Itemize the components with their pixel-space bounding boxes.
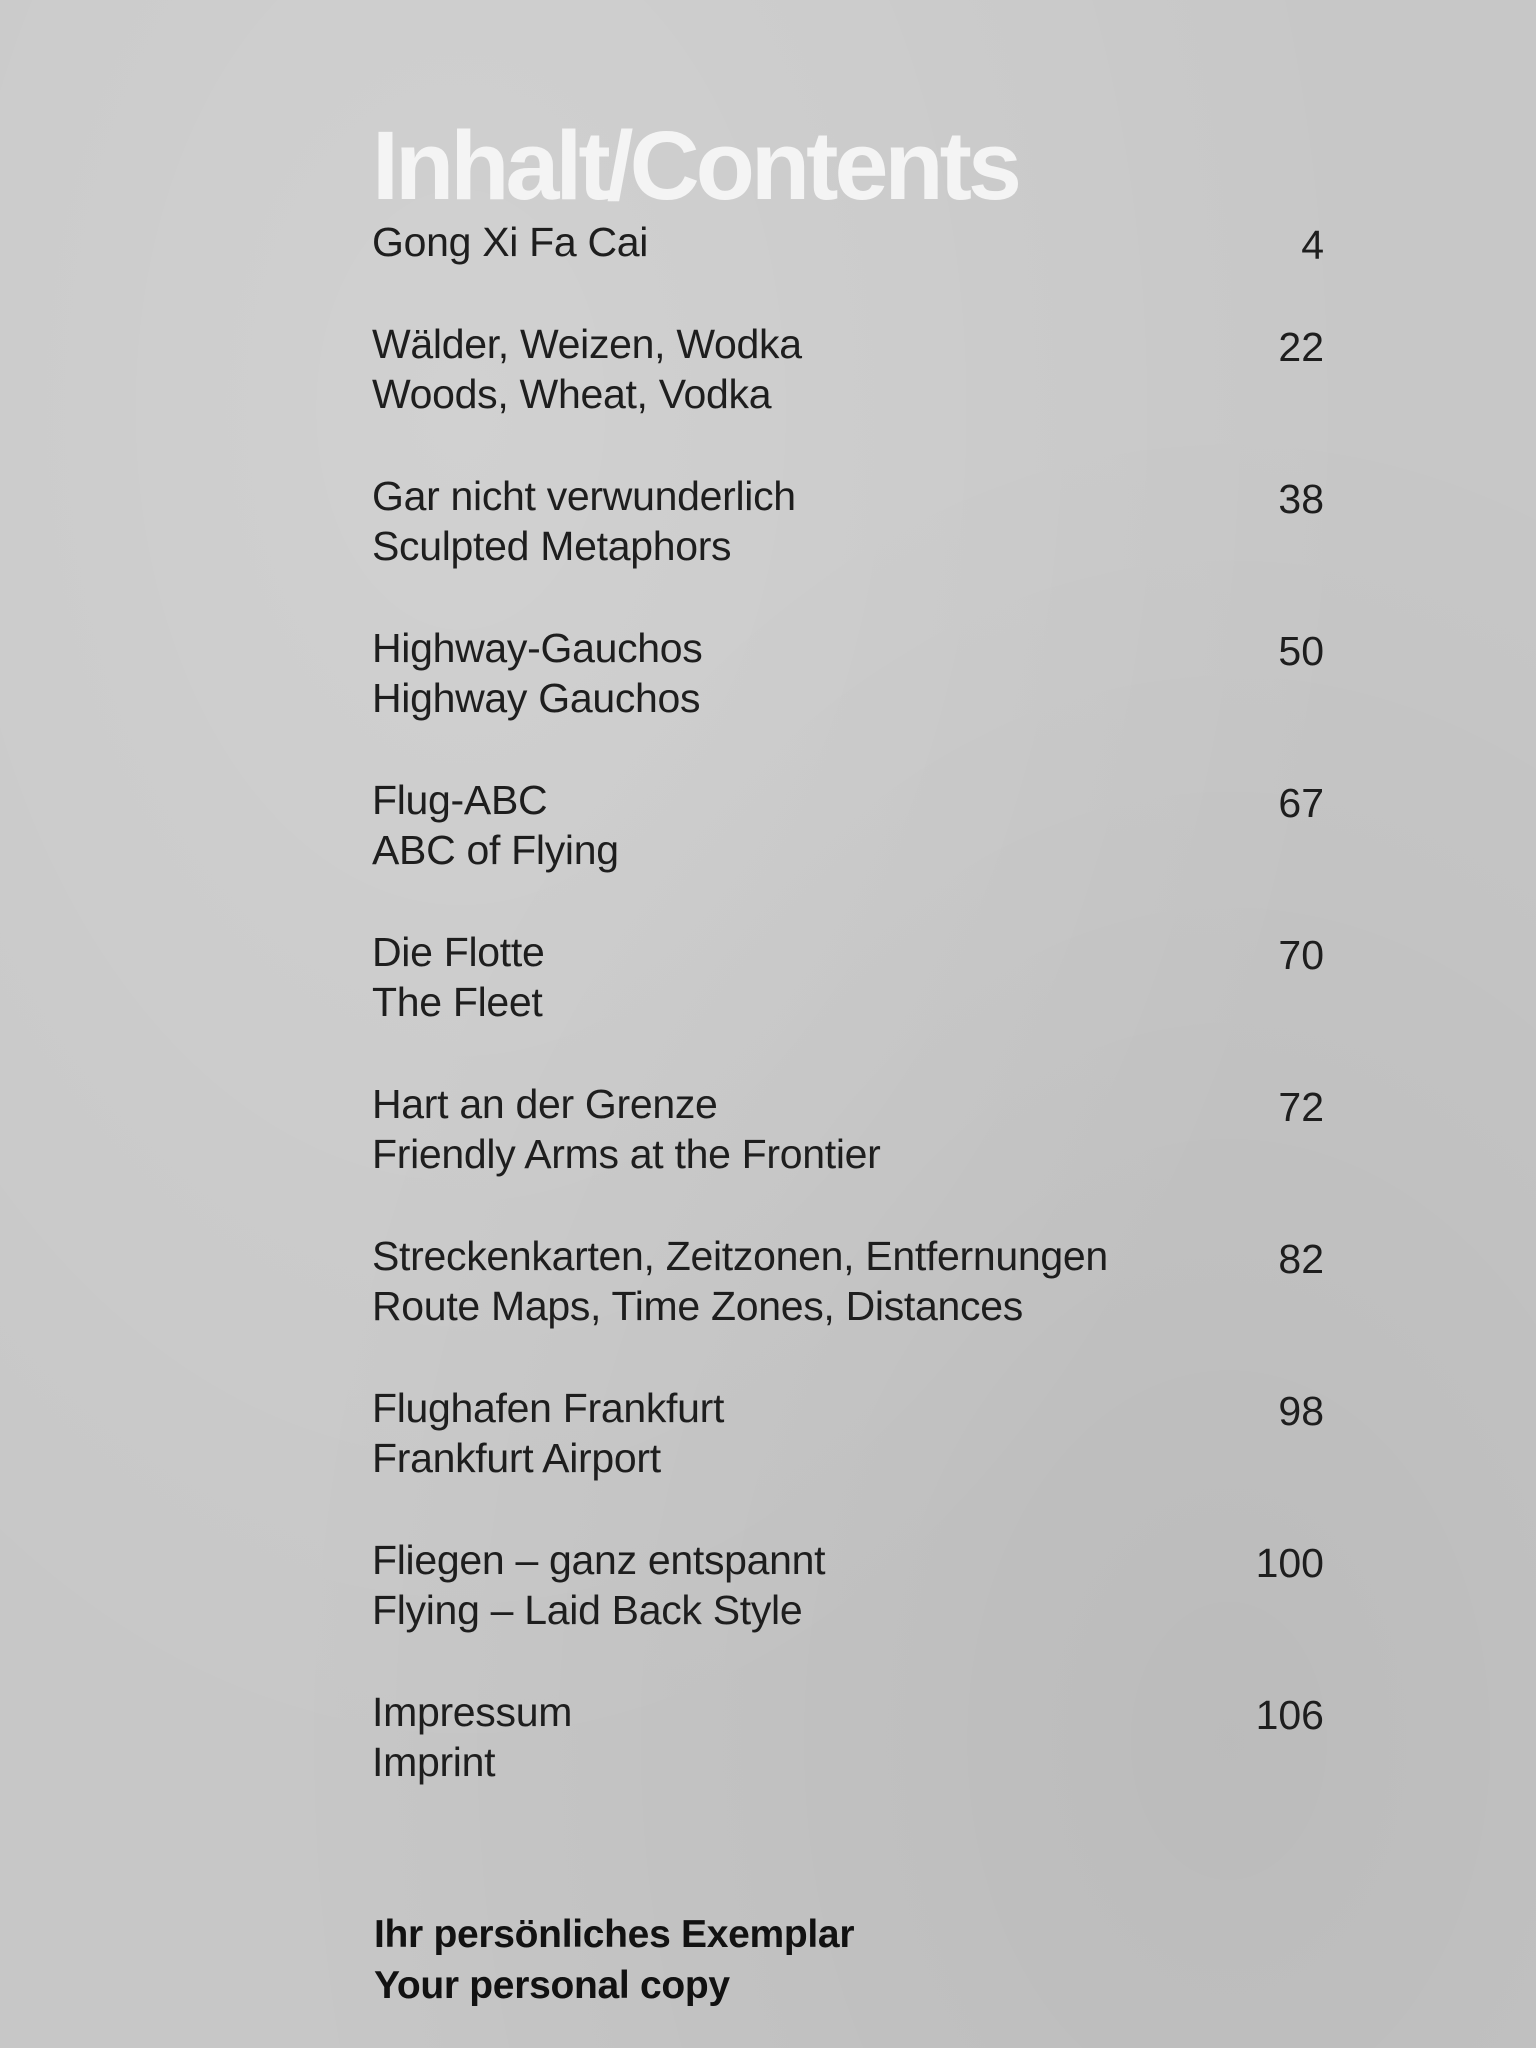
- entry-title-german: Impressum: [372, 1689, 573, 1735]
- entry-page-number: 38: [1278, 476, 1324, 522]
- entry-page-number: 50: [1278, 628, 1324, 674]
- entry-title-english: Route Maps, Time Zones, Distances: [372, 1283, 1023, 1329]
- entry-page-number: 98: [1278, 1388, 1324, 1434]
- entry-title-english: Frankfurt Airport: [372, 1435, 661, 1481]
- entry-title-english: Woods, Wheat, Vodka: [372, 371, 772, 417]
- entry-title-german: Flug-ABC: [372, 777, 548, 823]
- personal-copy-note: [374, 1909, 854, 2011]
- entry-page-number: 106: [1255, 1692, 1324, 1738]
- entry-title-german: Streckenkarten, Zeitzonen, Entfernungen: [372, 1233, 1108, 1279]
- entry-title-german: Flughafen Frankfurt: [372, 1385, 725, 1431]
- entry-title-german: Die Flotte: [372, 929, 545, 975]
- entry-title-english: Sculpted Metaphors: [372, 523, 732, 569]
- entry-title-german: Fliegen – ganz entspannt: [372, 1537, 826, 1583]
- entry-title-english: Friendly Arms at the Frontier: [372, 1131, 881, 1177]
- personal-copy-german: Ihr persönliches Exemplar: [374, 1913, 855, 1956]
- entry-title-german: Wälder, Weizen, Wodka: [372, 321, 802, 367]
- toc-entry[interactable]: [372, 927, 1324, 1079]
- toc-entry[interactable]: [372, 1687, 1324, 1839]
- entry-title-german: Gong Xi Fa Cai: [372, 219, 649, 265]
- toc-entry[interactable]: [372, 217, 1324, 319]
- entry-page-number: 22: [1278, 324, 1324, 370]
- entry-title-english: Highway Gauchos: [372, 675, 701, 721]
- entry-page-number: 4: [1301, 222, 1324, 268]
- table-of-contents: [372, 217, 1324, 1839]
- entry-page-number: 70: [1278, 932, 1324, 978]
- entry-title-german: Hart an der Grenze: [372, 1081, 718, 1127]
- entry-title-german: Gar nicht verwunderlich: [372, 473, 796, 519]
- entry-title-english: Imprint: [372, 1739, 496, 1785]
- personal-copy-english: Your personal copy: [374, 1964, 730, 2007]
- entry-title-english: The Fleet: [372, 979, 543, 1025]
- page-title: Inhalt/Contents: [372, 110, 1018, 220]
- entry-page-number: 82: [1278, 1236, 1324, 1282]
- toc-entry[interactable]: [372, 623, 1324, 775]
- entry-page-number: 67: [1278, 780, 1324, 826]
- toc-entry[interactable]: [372, 1231, 1324, 1383]
- toc-entry[interactable]: [372, 1383, 1324, 1535]
- toc-entry[interactable]: [372, 1535, 1324, 1687]
- entry-title-english: Flying – Laid Back Style: [372, 1587, 803, 1633]
- entry-page-number: 72: [1278, 1084, 1324, 1130]
- toc-entry[interactable]: [372, 775, 1324, 927]
- entry-title-german: Highway-Gauchos: [372, 625, 703, 671]
- entry-title-english: ABC of Flying: [372, 827, 619, 873]
- entry-page-number: 100: [1255, 1540, 1324, 1586]
- toc-entry[interactable]: [372, 471, 1324, 623]
- toc-entry[interactable]: [372, 319, 1324, 471]
- toc-entry[interactable]: [372, 1079, 1324, 1231]
